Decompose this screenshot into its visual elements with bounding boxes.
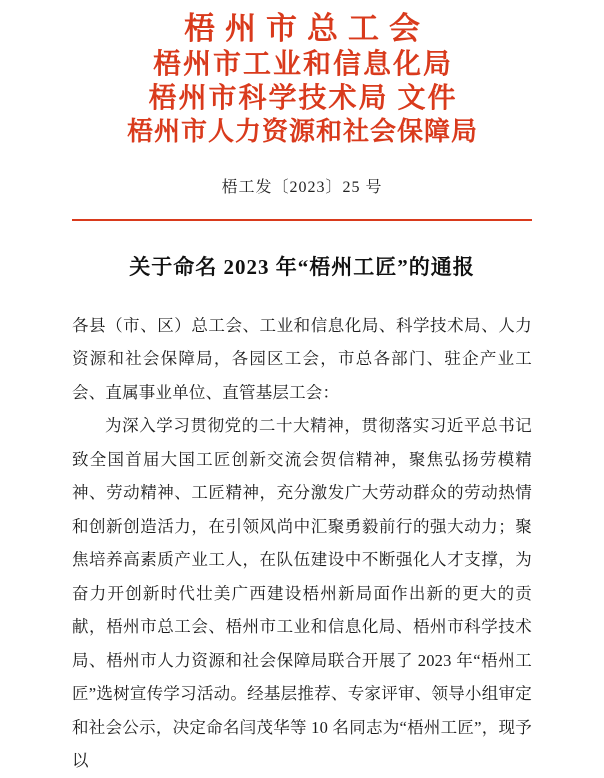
letterhead-line-4: 梧州市人力资源和社会保障局: [126, 117, 478, 147]
red-divider-rule: [72, 219, 532, 221]
letterhead-line-3: 梧州市科学技术局 文件: [148, 82, 458, 114]
letterhead-line-1: 梧州市总工会: [184, 11, 430, 46]
paragraph-recipients: 各县（市、区）总工会、工业和信息化局、科学技术局、人力资源和社会保障局，各园区工会，市总各部门、驻企产业工会、直属事业单位、直管基层工会：: [72, 315, 532, 402]
letterhead-line-2: 梧州市工业和信息化局: [152, 48, 453, 80]
document-title: 关于命名 2023 年“梧州工匠”的通报: [129, 254, 475, 279]
document-body: [72, 309, 532, 778]
document-number: 梧工发〔2023〕25 号: [221, 178, 383, 196]
paragraph-main: 为深入学习贯彻党的二十大精神，贯彻落实习近平总书记致全国首届大国工匠创新交流会贺信精神，聚焦弘扬劳模精神、劳动精神、工匠精神，充分激发广大劳动群众的劳动热情和创新创造活力，在引领风尚中汇聚勇毅前行的强大动力；聚焦培养高素质产业工人，在队伍建设中不断强化人才支撑，为奋力开创新时代壮美广西建设梧州新局面作出新的更大的贡献，梧州市总工会、梧州市工业和信息化局、梧州市科学技术局、梧州市人力资源和社会保障局联合开展了 2023 年“梧州工匠”选树宣传学习活动。经基层推荐、专家评审、领导小组审定和社会公示，决定命名闫茂华等 10 名同志为“梧州工匠”，现予以: [72, 416, 532, 771]
letterhead: [72, 0, 532, 148]
